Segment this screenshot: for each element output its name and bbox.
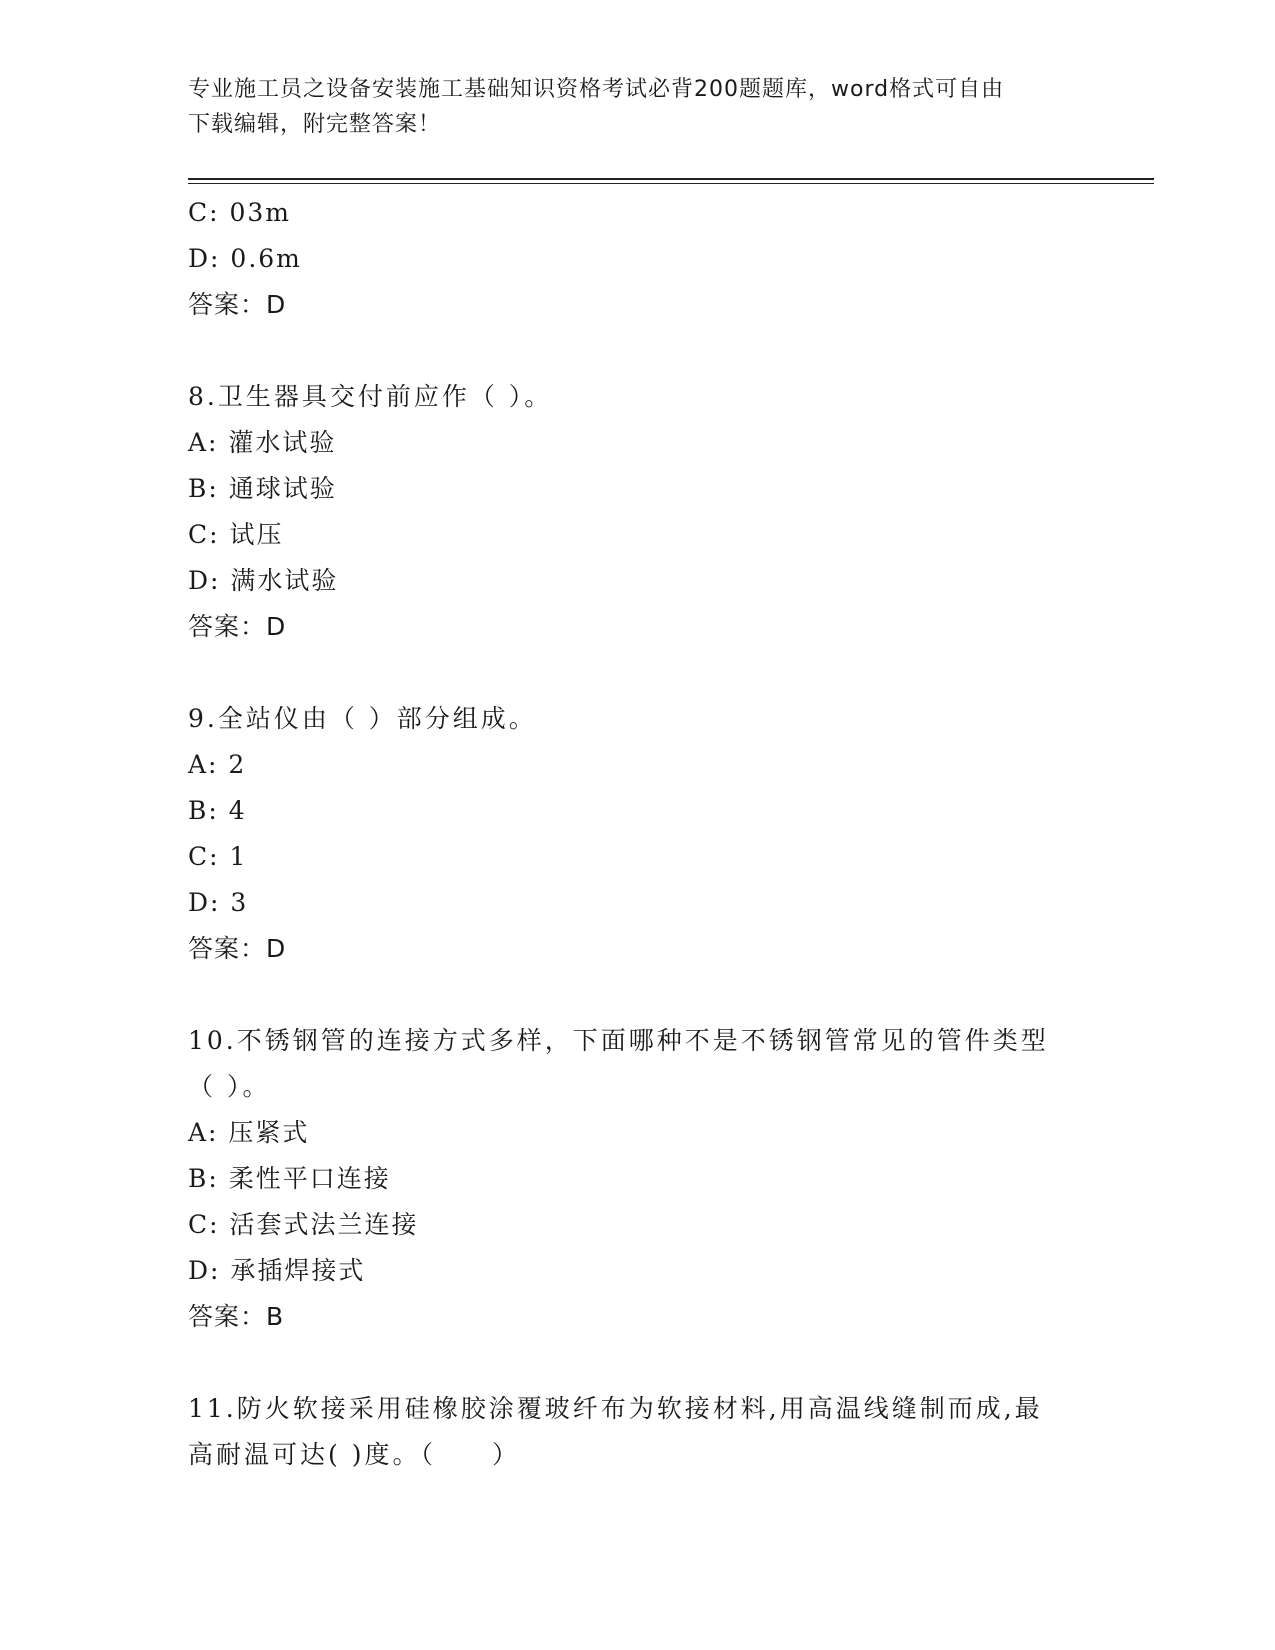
question-text-line-2: 高耐温可达( )度。（ ） [188, 1440, 520, 1469]
option-c: C: 试压 [188, 520, 284, 549]
answer-line: 答案：D [188, 290, 287, 319]
option-a: A: 压紧式 [188, 1118, 310, 1147]
question-9 [188, 696, 1088, 972]
question-text-line-2: （ ）。 [188, 1072, 271, 1101]
document-header [188, 72, 1068, 142]
option-c: C: 活套式法兰连接 [188, 1210, 419, 1239]
question-text: 8.卫生器具交付前应作（ ）。 [188, 382, 553, 411]
option-b: B: 通球试验 [188, 474, 337, 503]
question-list [188, 190, 1088, 1478]
option-d: D: 3 [188, 888, 249, 917]
question-text: 9.全站仪由（ ）部分组成。 [188, 704, 537, 733]
question-11 [188, 1386, 1088, 1478]
option-d: D: 0.6m [188, 244, 302, 273]
option-c: C: 1 [188, 842, 248, 871]
option-b: B: 4 [188, 796, 247, 825]
question-10 [188, 1018, 1088, 1340]
answer-line: 答案：D [188, 612, 287, 641]
question-text-line-1: 10.不锈钢管的连接方式多样，下面哪种不是不锈钢管常见的管件类型 [188, 1026, 1049, 1055]
question-8 [188, 374, 1088, 650]
header-title-line-1: 专业施工员之设备安装施工基础知识资格考试必背200题题库，word格式可自由 [188, 77, 1005, 102]
option-a: A: 灌水试验 [188, 428, 337, 457]
option-a: A: 2 [188, 750, 247, 779]
carryover-question-tail [188, 190, 1088, 328]
question-text-line-1: 11.防火软接采用硅橡胶涂覆玻纤布为软接材料,用高温线缝制而成,最 [188, 1394, 1043, 1423]
answer-line: 答案：B [188, 1302, 285, 1331]
header-divider-thin [188, 183, 1154, 184]
answer-line: 答案：D [188, 934, 287, 963]
header-divider-thick [188, 178, 1154, 180]
option-d: D: 满水试验 [188, 566, 339, 595]
header-title-line-2: 下载编辑，附完整答案！ [188, 112, 442, 137]
option-b: B: 柔性平口连接 [188, 1164, 391, 1193]
option-c: C: 03m [188, 198, 292, 227]
option-d: D: 承插焊接式 [188, 1256, 366, 1285]
